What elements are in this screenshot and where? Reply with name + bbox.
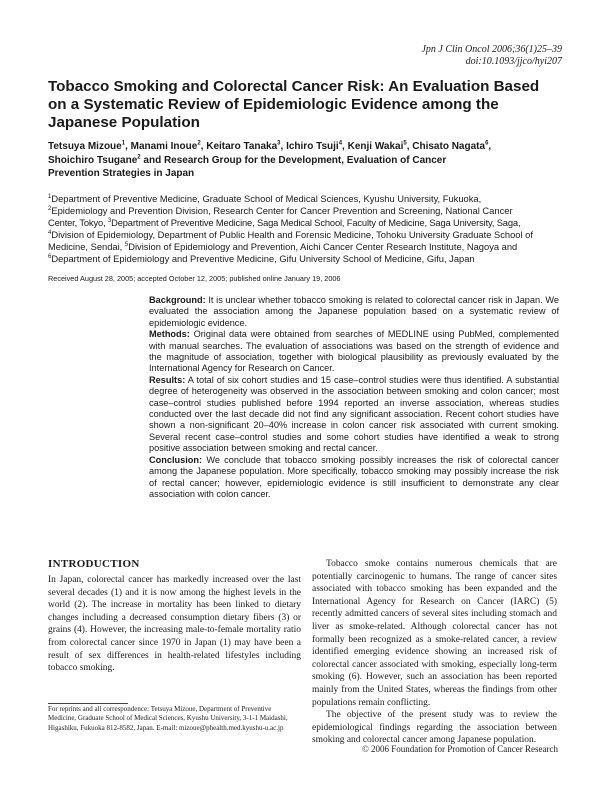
doi: doi:10.1093/jjco/hyi207 [465,56,562,67]
footnote-divider [48,703,128,704]
received-dates: Received August 28, 2005; accepted October 12, 2005; published online January 19, 2006 [48,274,341,283]
research-group-cont: Prevention Strategies in Japan [48,168,195,179]
correspondence-footnote: For reprints and all correspondence: Tetsuya Mizoue, Department of Preventive Medicine, Graduate School of Medical Sciences, Kyushu University, 3-1-1 Maidashi, Higashiku, Fukuoka 812-8582, Japan. E-mail: mizoue@phealth.med.kyushu-u.ac.jp [48,705,288,732]
affiliation: Medicine, Sendai, $^5$Division of Epidemiology and Prevention, Aichi Cancer Center Research Institute, Nagoya and [48,241,518,252]
abstract-background: Background: It is unclear whether tobacco smoking is related to colorectal cancer risk in Japan. We evaluated the association among the Japanese population based on a systematic review of epidemiologic evidence. [149,295,559,328]
section-heading: INTRODUCTION [48,558,140,570]
intro-paragraph-1: In Japan, colorectal cancer has markedly increased over the last several decades (1) and it is now among the highest levels in the world (2). The increase in mortality has been linked to dietary changes including a decreased consumption dietary fibers (3) or grains (4). However, the increasing male-to-female mortality ratio from colorectal cancer since 1970 in Japan (1) may have been a result of sex differences in health-related lifestyles including tobacco smoking. [48,575,301,674]
affiliations [48,194,563,265]
author: Tetsuya Mizoue$^1$ [48,140,126,152]
abstract [149,295,559,500]
copyright-notice: © 2006 Foundation for Promotion of Cancer Research [361,744,558,754]
journal-citation: Jpn J Clin Oncol 2006;36(1)25–39 [421,44,562,55]
abstract-methods: Methods: Original data were obtained from searches of MEDLINE using PubMed, complemented with manual searches. The evaluation of associations was based on the strength of evidence and the magnitude of association, together with biological plausibility as previously evaluated by the International Agency for Research on Cancer. [149,329,559,374]
author: Kenji Wakai$^5$ [347,140,407,152]
author: Chisato Nagata$^6$ [412,140,489,152]
affiliation: $^6$Department of Epidemiology and Preventive Medicine, Gifu University School of Medicine, Gifu, Japan [48,253,475,264]
intro-paragraph-3: The objective of the present study was to review the epidemiological findings regarding the association between smoking and colorectal cancer among Japanese population. [312,710,557,746]
author: Keitaro Tanaka$^3$ [206,140,281,152]
abstract-conclusion: Conclusion: We conclude that tobacco smoking possibly increases the risk of colorectal cancer among the Japanese population. More specifically, tobacco smoking may possibly increase the risk of rectal cancer; however, epidemiologic evidence is still insufficient to demonstrate any clear association with colon cancer. [149,454,559,499]
intro-right-column [312,558,557,747]
author: Ichiro Tsuji$^4$ [286,140,343,152]
author: Manami Inoue$^2$ [130,140,201,152]
author-list: Tetsuya Mizoue$^1$, Manami Inoue$^2$, Keitaro Tanaka$^3$, Ichiro Tsuji$^4$, Kenji Wakai$^5$, Chisato Nagata$^6$, Shoichiro Tsugane$^2$ and Research Group for the Development, Evaluation of Cancer Prevention Strategies in Japan [48,140,558,181]
abstract-results: Results: A total of six cohort studies and 15 case–control studies were thus identified. A substantial degree of heterogeneity was observed in the association between smoking and colon cancer; most case–control studies published before 1994 reported an inverse association, whereas studies conducted over the last decade did not find any significant association. Recent cohort studies have shown a non-significant 20–40% increase in colon cancer risk associated with current smoking. Several recent case–control studies and some cohort studies have identified a weak to strong positive association between smoking and rectal cancer. [149,374,559,454]
affiliation: $^4$Division of Epidemiology, Department of Public Health and Forensic Medicine, Tohoku University Graduate School of [48,229,533,240]
research-group: and Research Group for the Development, Evaluation of Cancer [143,154,447,166]
article-title: Tobacco Smoking and Colorectal Cancer Risk: An Evaluation Based on a Systematic Review of Epidemiologic Evidence among the Japanese Population [48,78,540,131]
author: Shoichiro Tsugane$^2$ [48,154,141,166]
journal-reference [421,44,562,68]
intro-paragraph-2: Tobacco smoke contains numerous chemicals that are potentially carcinogenic to humans. The range of cancer sites associated with tobacco smoking has been expanded and the International Agency for Research on Cancer (IARC) (5) recently admitted cancers of several sites including stomach and liver as smoke-related. Although colorectal cancer has not formally been recognized as a smoke-related cancer, a review identified emerging evidence showing an increased risk of colorectal cancer associated with smoking, especially long-term smoking (6). However, such an association has been reported mainly from the United States, whereas the findings from other populations remain conflicting. [312,559,557,708]
affiliation: $^1$Department of Preventive Medicine, Graduate School of Medical Sciences, Kyushu University, Fukuoka, [48,193,482,204]
affiliation: Center, Tokyo, $^3$Department of Preventive Medicine, Saga Medical School, Faculty of Medicine, Saga University, Saga, [48,217,521,228]
affiliation: $^2$Epidemiology and Prevention Division, Research Center for Cancer Prevention and Screening, National Cancer [48,205,513,216]
